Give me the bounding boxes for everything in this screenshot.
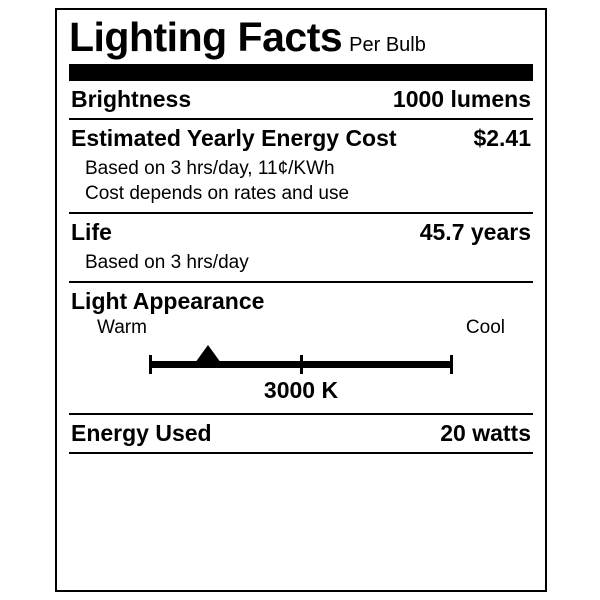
energy-cost-label: Estimated Yearly Energy Cost <box>71 125 397 152</box>
scale-cool-label: Cool <box>465 317 505 339</box>
life-value: 45.7 years <box>419 219 531 246</box>
energy-cost-note-1: Based on 3 hrs/day, 11¢/KWh <box>85 158 335 180</box>
life-row <box>67 214 535 251</box>
life-label: Life <box>71 219 112 246</box>
label-inner <box>67 16 535 454</box>
lighting-facts-label <box>55 8 547 592</box>
light-appearance-label: Light Appearance <box>71 288 265 315</box>
divider-after-energy-used <box>69 452 533 454</box>
color-temperature-value: 3000 K <box>263 377 339 404</box>
light-appearance-scale <box>71 317 531 413</box>
scale-end-labels <box>71 317 531 339</box>
energy-cost-value: $2.41 <box>473 125 531 152</box>
energy-used-value: 20 watts <box>440 420 531 447</box>
scale-tick-right <box>450 355 453 374</box>
brightness-row <box>67 81 535 118</box>
scale-tick-middle <box>300 355 303 374</box>
brightness-label: Brightness <box>71 86 192 113</box>
energy-cost-row <box>67 120 535 157</box>
scale-marker-triangle-icon <box>195 345 221 363</box>
page-title: Lighting Facts <box>69 14 343 60</box>
title-divider-bar <box>69 64 533 81</box>
scale-warm-label: Warm <box>97 317 147 339</box>
label-title-row <box>67 16 535 59</box>
energy-used-row <box>67 415 535 452</box>
energy-used-label: Energy Used <box>71 420 212 447</box>
scale-tick-left <box>149 355 152 374</box>
page-title-subtext: Per Bulb <box>349 34 426 56</box>
life-note: Based on 3 hrs/day <box>85 252 249 274</box>
energy-cost-note-2: Cost depends on rates and use <box>85 183 350 205</box>
brightness-value: 1000 lumens <box>392 86 531 113</box>
